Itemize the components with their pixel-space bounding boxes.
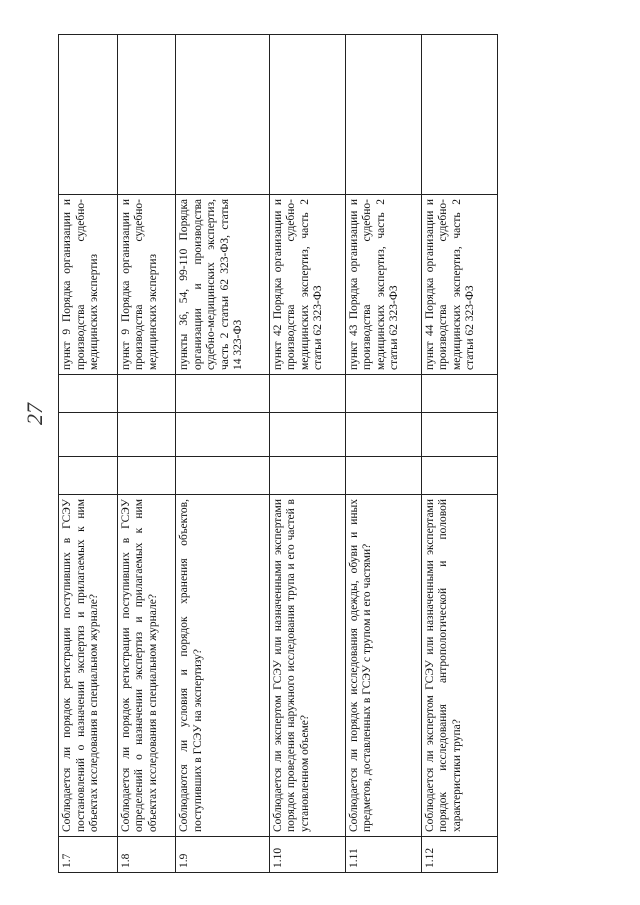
reference-cell: пункт 44 Порядка организации и производства судебно-медицинских экспертиз, часть 2 статьи 62 323-ФЗ bbox=[421, 195, 497, 375]
row-number: 1.8 bbox=[117, 837, 176, 873]
note-cell bbox=[269, 35, 345, 195]
row-number: 1.11 bbox=[345, 837, 421, 873]
row-number: 1.12 bbox=[421, 837, 497, 873]
note-cell bbox=[117, 35, 176, 195]
reference-cell: пункт 43 Порядка организации и производства судебно-медицинских экспертиз, часть 2 статьи 62 323-ФЗ bbox=[345, 195, 421, 375]
table-row bbox=[176, 35, 269, 873]
page-number: 27 bbox=[22, 403, 47, 425]
reference-cell: пункт 9 Порядка организации и производства судебно-медицинских экспертиз bbox=[59, 195, 118, 375]
reference-cell: пункт 42 Порядка организации и производства судебно-медицинских экспертиз, часть 2 статьи 62 323-ФЗ bbox=[269, 195, 345, 375]
answer-yes-cell bbox=[176, 457, 269, 495]
answer-na-cell bbox=[117, 375, 176, 413]
row-number: 1.9 bbox=[176, 837, 269, 873]
table-row bbox=[421, 35, 497, 873]
rotated-page-content bbox=[58, 35, 498, 873]
row-number: 1.7 bbox=[59, 837, 118, 873]
reference-cell: пункт 9 Порядка организации и производства судебно-медицинских экспертиз bbox=[117, 195, 176, 375]
note-cell bbox=[176, 35, 269, 195]
answer-na-cell bbox=[176, 375, 269, 413]
table-row bbox=[345, 35, 421, 873]
question-cell: Соблюдается ли экспертом ГСЭУ или назначенными экспертами порядок исследования антропологической и половой характеристики трупа? bbox=[421, 495, 497, 837]
answer-no-cell bbox=[59, 413, 118, 457]
answer-no-cell bbox=[176, 413, 269, 457]
question-cell: Соблюдаются ли условия и порядок хранения объектов, поступивших в ГСЭУ на экспертизу? bbox=[176, 495, 269, 837]
answer-yes-cell bbox=[269, 457, 345, 495]
answer-no-cell bbox=[269, 413, 345, 457]
note-cell bbox=[59, 35, 118, 195]
answer-na-cell bbox=[269, 375, 345, 413]
reference-cell: пункты 36, 54, 99-110 Порядка организации и производства судебно-медицинских экспертиз, часть 2 статьи 62 323-ФЗ, статья 14 323-ФЗ bbox=[176, 195, 269, 375]
answer-yes-cell bbox=[59, 457, 118, 495]
table-row bbox=[59, 35, 118, 873]
answer-no-cell bbox=[421, 413, 497, 457]
answer-na-cell bbox=[59, 375, 118, 413]
answer-yes-cell bbox=[117, 457, 176, 495]
question-cell: Соблюдается ли порядок регистрации поступивших в ГСЭУ определений о назначении экспертиз и прилагаемых к ним объектах исследования в специальном журнале? bbox=[117, 495, 176, 837]
table-row bbox=[117, 35, 176, 873]
question-cell: Соблюдается ли порядок исследования одежды, обуви и иных предметов, доставленных в ГСЭУ с трупом и его частями? bbox=[345, 495, 421, 837]
answer-na-cell bbox=[421, 375, 497, 413]
answer-no-cell bbox=[345, 413, 421, 457]
note-cell bbox=[421, 35, 497, 195]
answer-yes-cell bbox=[421, 457, 497, 495]
table-row bbox=[269, 35, 345, 873]
row-number: 1.10 bbox=[269, 837, 345, 873]
checklist-table bbox=[58, 34, 498, 873]
question-cell: Соблюдается ли экспертом ГСЭУ или назначенными экспертами порядок проведения наружного исследования трупа и его частей в установленном объеме? bbox=[269, 495, 345, 837]
answer-yes-cell bbox=[345, 457, 421, 495]
answer-no-cell bbox=[117, 413, 176, 457]
answer-na-cell bbox=[345, 375, 421, 413]
question-cell: Соблюдается ли порядок регистрации поступивших в ГСЭУ постановлений о назначении экспертиз и прилагаемых к ним объектах исследования в специальном журнале? bbox=[59, 495, 118, 837]
note-cell bbox=[345, 35, 421, 195]
checklist-table-frame bbox=[58, 35, 498, 873]
